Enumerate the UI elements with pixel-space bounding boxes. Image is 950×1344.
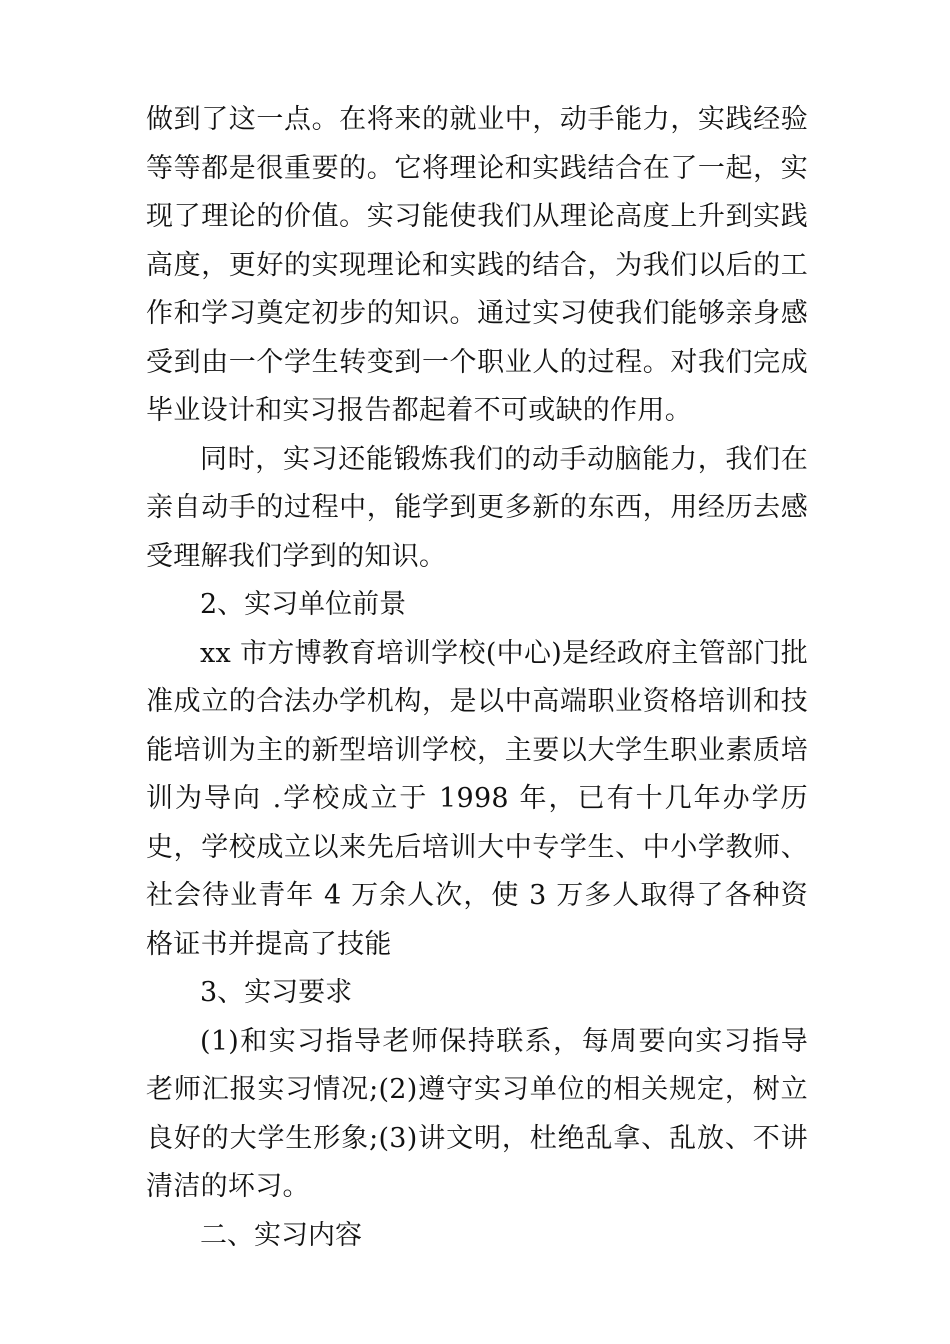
section-heading-internship-content: 二、实习内容	[200, 1219, 362, 1251]
document-body	[146, 96, 808, 1260]
paragraph-requirements-list: (1)和实习指导老师保持联系，每周要向实习指导老师汇报实习情况;(2)遵守实习单位的相关规定，树立良好的大学生形象;(3)讲文明，杜绝乱拿、乱放、不讲清洁的坏习。	[146, 1025, 808, 1202]
paragraph-school-introduction: xx 市方博教育培训学校(中心)是经政府主管部门批准成立的合法办学机构，是以中高端职业资格培训和技能培训为主的新型培训学校，主要以大学生职业素质培训为导向 .学校成立于 1998 年，已有十几年办学历史，学校成立以来先后培训大中专学生、中小学教师、社会待业青年 4 万余人次，使 3 万多人取得了各种资格证书并提高了技能	[146, 637, 808, 960]
paragraph-hands-on-ability: 同时，实习还能锻炼我们的动手动脑能力，我们在亲自动手的过程中，能学到更多新的东西，用经历去感受理解我们学到的知识。	[146, 443, 808, 572]
paragraph-practice-value: 做到了这一点。在将来的就业中，动手能力，实践经验等等都是很重要的。它将理论和实践结合在了一起，实现了理论的价值。实习能使我们从理论高度上升到实践高度，更好的实现理论和实践的结合，为我们以后的工作和学习奠定初步的知识。通过实习使我们能够亲身感受到由一个学生转变到一个职业人的过程。对我们完成毕业设计和实习报告都起着不可或缺的作用。	[146, 104, 808, 426]
section-heading-unit-prospects: 2、实习单位前景	[200, 589, 407, 620]
section-heading-requirements: 3、实习要求	[200, 977, 353, 1008]
